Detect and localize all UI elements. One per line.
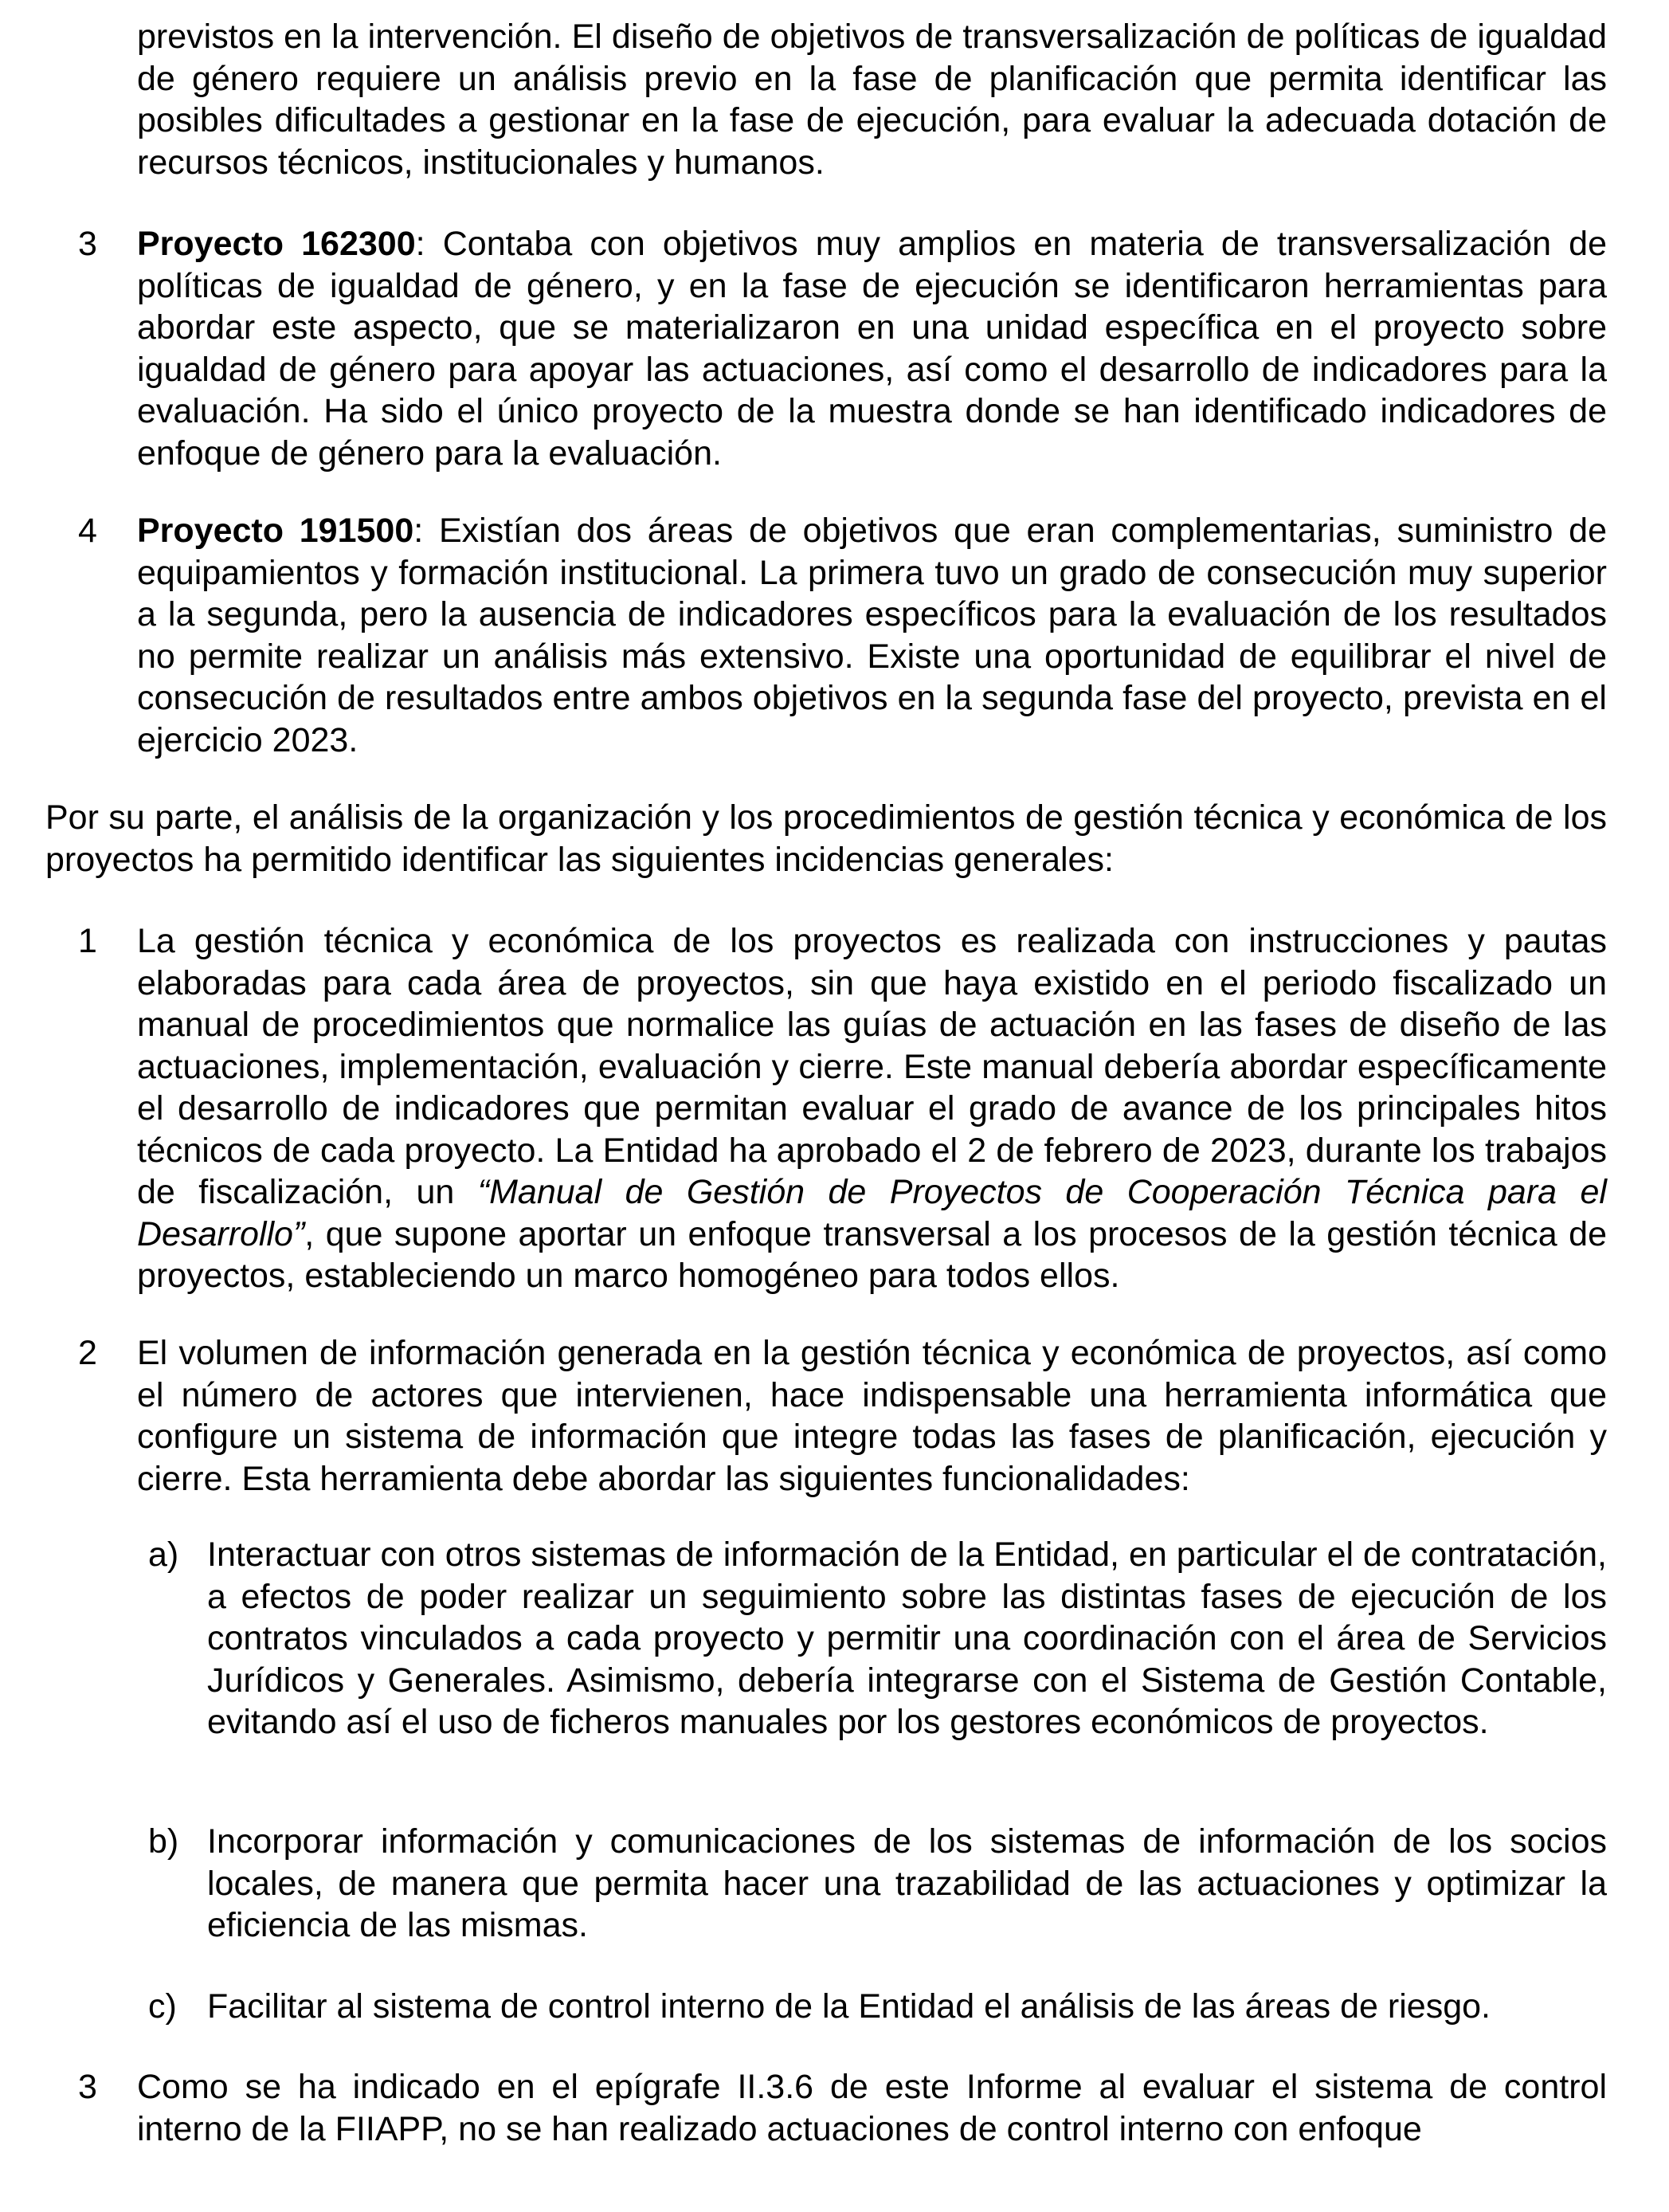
project-number: 3 bbox=[78, 225, 97, 263]
manual-title: “Manual de Gestión de Proyectos de Cooperación Técnica para el Desarrollo” bbox=[137, 1173, 1607, 1253]
funcionalidad-label: b) bbox=[148, 1822, 179, 1861]
incidencia-number: 2 bbox=[78, 1334, 97, 1372]
incidencia-number: 3 bbox=[78, 2068, 97, 2106]
incidencia-item: El volumen de información generada en la gestión técnica y económica de proyectos, así como el número de actores que intervienen, hace indispensable una herramienta informática que configure un sistema de información que integre todas las fases de planificación, ejecución y cierre. Esta herramienta debe abordar las siguientes funcionalidades: bbox=[137, 1334, 1607, 1498]
opening-paragraph: previstos en la intervención. El diseño de objetivos de transversalización de políticas de igualdad de género requiere un análisis previo en la fase de planificación que permita identificar las posibles dificultades a gestionar en la fase de ejecución, para evaluar la adecuada dotación de recursos técnicos, institucionales y humanos. bbox=[137, 18, 1607, 182]
incidencia-number: 1 bbox=[78, 922, 97, 960]
project-text: : Existían dos áreas de objetivos que eran complementarias, suministro de equipamientos y formación institucional. La primera tuvo un grado de consecución muy superior a la segunda, pero la ausencia de indicadores específicos para la evaluación de los resultados no permite realizar un análisis más extensivo. Existe una oportunidad de equilibrar el nivel de consecución de resultados entre ambos objetivos en la segunda fase del proyecto, prevista en el ejercicio 2023. bbox=[137, 512, 1607, 759]
project-title: Proyecto 162300 bbox=[137, 225, 416, 263]
project-title: Proyecto 191500 bbox=[137, 512, 414, 550]
intro-paragraph: Por su parte, el análisis de la organización y los procedimientos de gestión técnica y económica de los proyectos ha permitido identificar las siguientes incidencias generales: bbox=[45, 798, 1607, 879]
incidencia-text: , que supone aportar un enfoque transversal a los procesos de la gestión técnica de proyectos, estableciendo un marco homogéneo para todos ellos. bbox=[137, 1214, 1607, 1295]
project-text: : Contaba con objetivos muy amplios en materia de transversalización de políticas de igualdad de género, y en la fase de ejecución se identificaron herramientas para abordar este aspecto, que se materializaron en una unidad específica en el proyecto sobre igualdad de género para apoyar las actuaciones, así como el desarrollo de indicadores para la evaluación. Ha sido el único proyecto de la muestra donde se han identificado indicadores de enfoque de género para la evaluación. bbox=[137, 225, 1607, 473]
funcionalidad-label: c) bbox=[148, 1987, 177, 2026]
project-item bbox=[137, 510, 1607, 761]
funcionalidad-label: a) bbox=[148, 1535, 179, 1574]
incidencia-item bbox=[137, 920, 1607, 1297]
incidencia-text: La gestión técnica y económica de los proyectos es realizada con instrucciones y pautas elaboradas para cada área de proyectos, sin que haya existido en el periodo fiscalizado un manual de procedimientos que normalice las guías de actuación en las fases de diseño de las actuaciones, implementación, evaluación y cierre. Este manual debería abordar específicamente el desarrollo de indicadores que permitan evaluar el grado de avance de los principales hitos técnicos de cada proyecto. La Entidad ha aprobado el 2 de febrero de 2023, durante los trabajos de fiscalización, un bbox=[137, 922, 1607, 1211]
incidencia-item: Como se ha indicado en el epígrafe II.3.6 de este Informe al evaluar el sistema de control interno de la FIIAPP, no se han realizado actuaciones de control interno con enfoque bbox=[137, 2068, 1607, 2148]
project-number: 4 bbox=[78, 512, 97, 550]
funcionalidad-item: Incorporar información y comunicaciones de los sistemas de información de los socios locales, de manera que permita hacer una trazabilidad de las actuaciones y optimizar la eficiencia de las mismas. bbox=[207, 1822, 1607, 1944]
project-item bbox=[137, 223, 1607, 474]
funcionalidad-item: Interactuar con otros sistemas de información de la Entidad, en particular el de contratación, a efectos de poder realizar un seguimiento sobre las distintas fases de ejecución de los contratos vinculados a cada proyecto y permitir una coordinación con el área de Servicios Jurídicos y Generales. Asimismo, debería integrarse con el Sistema de Gestión Contable, evitando así el uso de ficheros manuales por los gestores económicos de proyectos. bbox=[207, 1535, 1607, 1741]
funcionalidad-item: Facilitar al sistema de control interno de la Entidad el análisis de las áreas de riesgo. bbox=[207, 1987, 1491, 2026]
